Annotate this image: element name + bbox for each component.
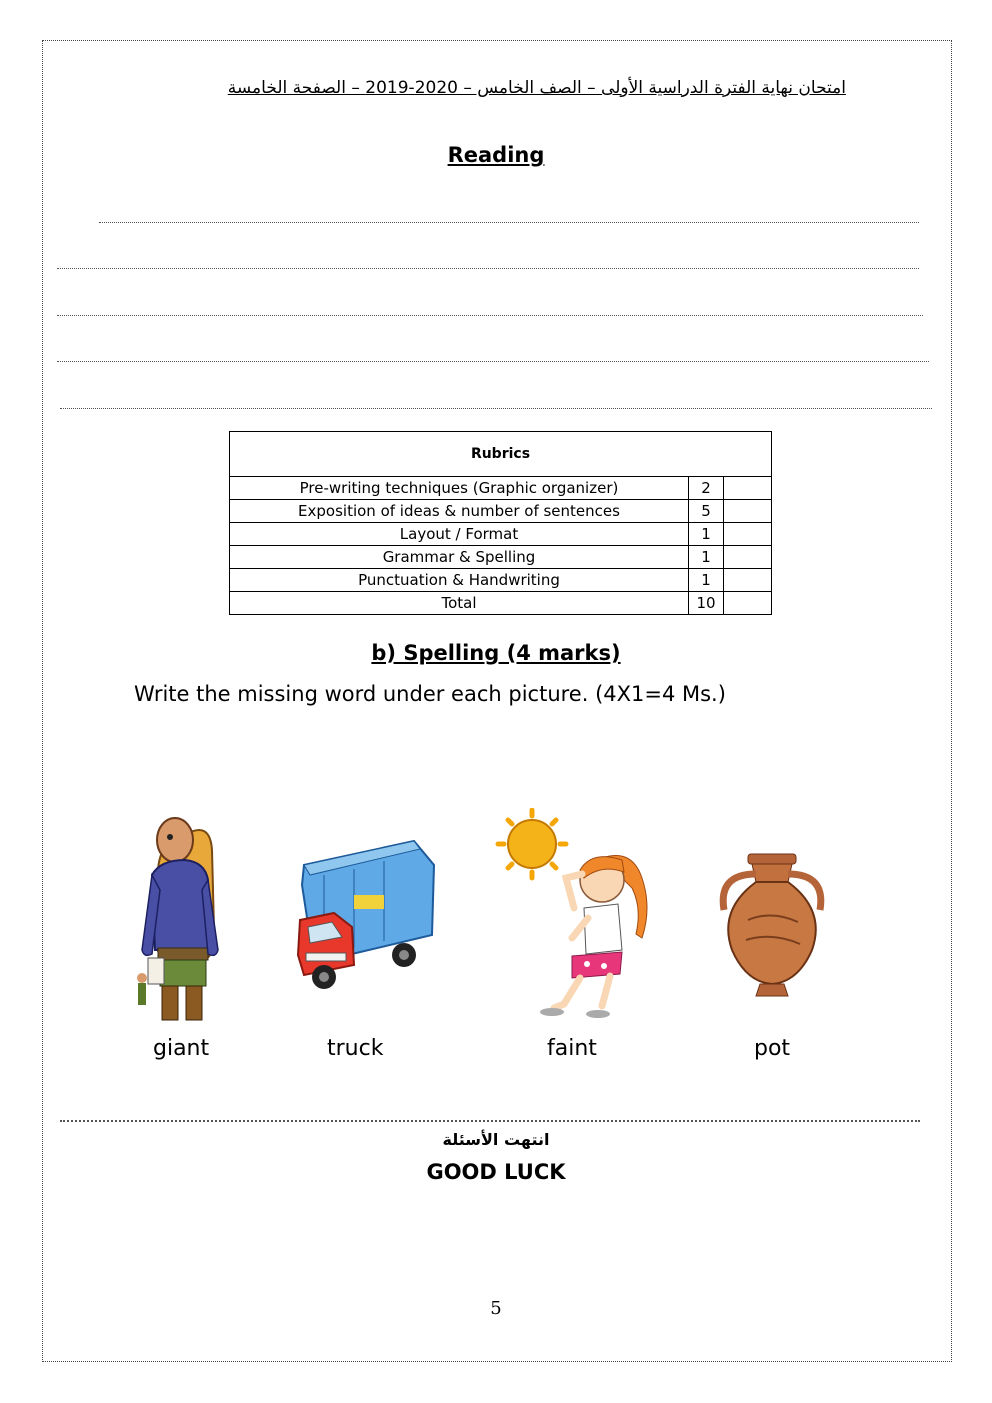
- writing-line-4: [57, 361, 929, 362]
- exam-header: امتحان نهاية الفترة الدراسية الأولى – الصف الخامس – 2020-2019 – الصفحة الخامسة: [227, 78, 846, 98]
- good-luck-text: GOOD LUCK: [426, 1160, 566, 1184]
- rubric-marks: 1: [689, 569, 724, 592]
- spelling-title: b) Spelling (4 marks): [371, 641, 621, 665]
- word-giant: giant: [153, 1036, 210, 1061]
- rubric-marks: 5: [689, 500, 724, 523]
- rubric-score-cell[interactable]: [724, 500, 772, 523]
- rubric-marks: 10: [689, 592, 724, 615]
- rubric-row: [230, 569, 772, 592]
- rubric-score-cell[interactable]: [724, 477, 772, 500]
- rubric-row: [230, 546, 772, 569]
- rubric-criterion: Total: [230, 592, 689, 615]
- rubrics-title: Rubrics: [230, 432, 772, 477]
- rubric-criterion: Punctuation & Handwriting: [230, 569, 689, 592]
- writing-line-2: [57, 268, 919, 269]
- rubric-criterion: Grammar & Spelling: [230, 546, 689, 569]
- end-separator-line: [60, 1120, 920, 1122]
- spelling-instruction: Write the missing word under each picture. (4X1=4 Ms.): [134, 682, 726, 706]
- rubric-score-cell[interactable]: [724, 592, 772, 615]
- writing-line-1: [99, 222, 919, 223]
- rubric-score-cell[interactable]: [724, 546, 772, 569]
- rubric-score-cell[interactable]: [724, 523, 772, 546]
- rubric-criterion: Pre-writing techniques (Graphic organizer): [230, 477, 689, 500]
- rubric-row: [230, 523, 772, 546]
- faint-picture: [492, 808, 662, 1023]
- page-number: 5: [490, 1298, 502, 1319]
- word-truck: truck: [327, 1036, 384, 1061]
- rubric-criterion: Layout / Format: [230, 523, 689, 546]
- rubric-marks: 2: [689, 477, 724, 500]
- rubric-marks: 1: [689, 546, 724, 569]
- rubric-score-cell[interactable]: [724, 569, 772, 592]
- writing-line-3: [57, 315, 923, 316]
- rubric-row: [230, 477, 772, 500]
- writing-line-5: [60, 408, 932, 409]
- reading-title: Reading: [447, 143, 545, 167]
- rubric-row: [230, 500, 772, 523]
- end-of-questions-text: انتهت الأسئلة: [442, 1130, 550, 1149]
- rubrics-header-row: [230, 432, 772, 477]
- sun-icon: [498, 810, 566, 878]
- word-faint: faint: [547, 1036, 597, 1061]
- truck-picture: [294, 835, 444, 1005]
- giant-picture: [130, 810, 230, 1030]
- rubric-marks: 1: [689, 523, 724, 546]
- rubric-total-row: [230, 592, 772, 615]
- pot-picture: [712, 850, 832, 1000]
- rubrics-table: [229, 431, 772, 615]
- rubric-criterion: Exposition of ideas & number of sentences: [230, 500, 689, 523]
- word-pot: pot: [754, 1036, 791, 1061]
